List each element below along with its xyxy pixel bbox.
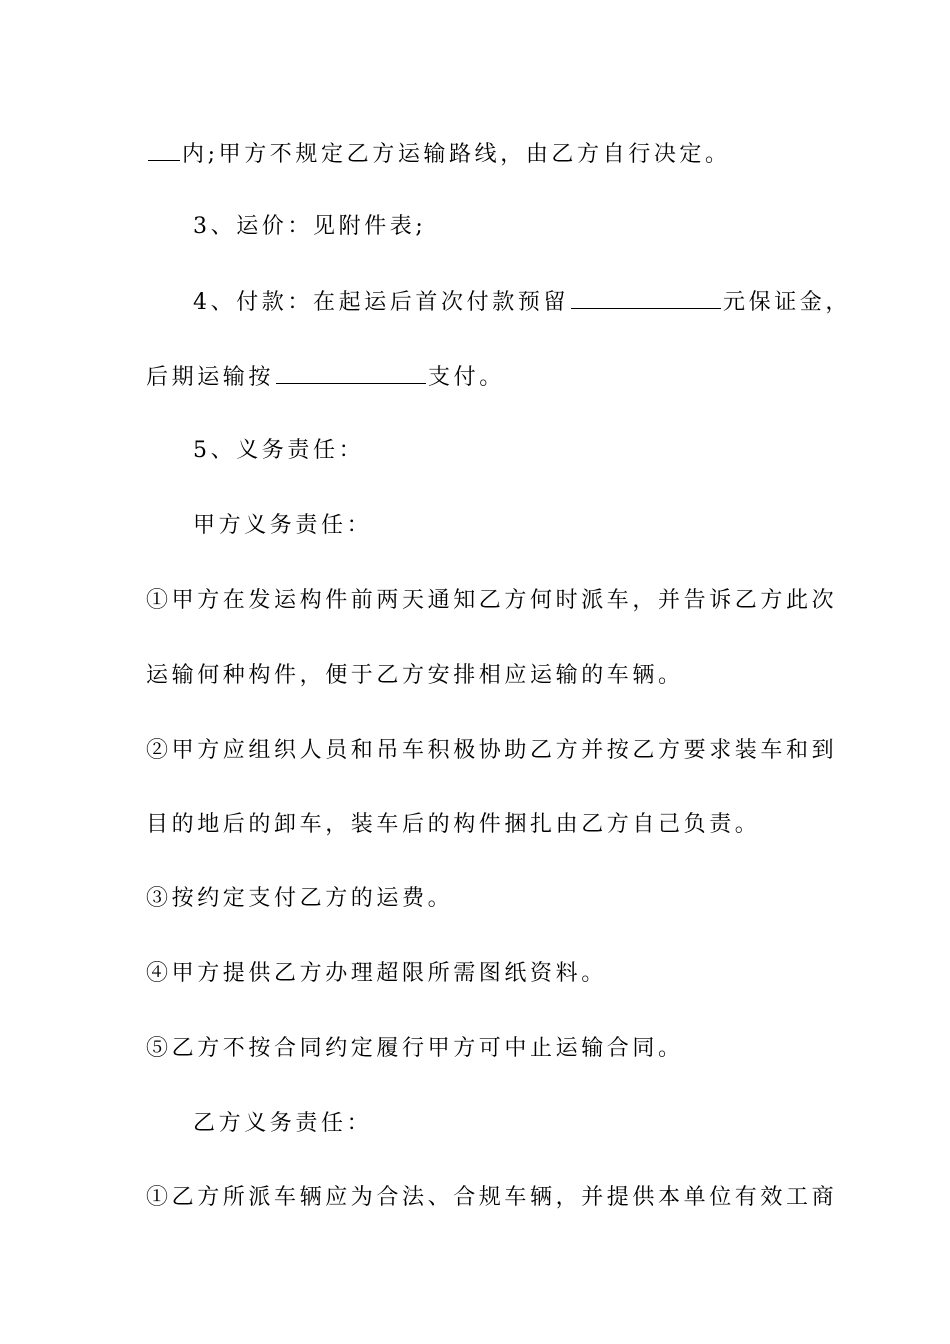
paragraph-payment-continued	[146, 363, 505, 392]
paragraph-payment	[193, 288, 851, 317]
party-a-item-2-line-2: 目的地后的卸车，装车后的构件捆扎由乙方自己负责。	[146, 812, 761, 837]
party-a-item-3: ③按约定支付乙方的运费。	[146, 886, 454, 911]
payment-later-before: 后期运输按	[146, 365, 275, 390]
party-b-item-1-line-1: ①乙方所派车辆应为合法、合规车辆，并提供本单位有效工商	[146, 1185, 838, 1210]
section-heading-obligations: 5、义务责任：	[193, 438, 365, 463]
fill-blank-location[interactable]	[148, 140, 180, 161]
party-a-item-2-line-1: ②甲方应组织人员和吊车积极协助乙方并按乙方要求装车和到	[146, 738, 838, 763]
party-a-item-1-line-2: 运输何种构件，便于乙方安排相应运输的车辆。	[146, 663, 684, 688]
route-text: 内;甲方不规定乙方运输路线，由乙方自行决定。	[182, 142, 731, 167]
payment-text-before: 4、付款：在起运后首次付款预留	[193, 290, 569, 315]
subheading-party-a: 甲方义务责任：	[193, 513, 373, 538]
party-a-item-1-line-1: ①甲方在发运构件前两天通知乙方何时派车，并告诉乙方此次	[146, 588, 838, 613]
payment-later-after: 支付。	[428, 365, 505, 390]
payment-text-after: 元保证金，	[723, 290, 852, 315]
fill-blank-deposit[interactable]	[571, 288, 721, 309]
party-a-item-4: ④甲方提供乙方办理超限所需图纸资料。	[146, 961, 607, 986]
paragraph-price: 3、运价：见附件表;	[193, 214, 427, 239]
fill-blank-payment-method[interactable]	[276, 363, 426, 384]
subheading-party-b: 乙方义务责任：	[193, 1111, 373, 1136]
party-a-item-5: ⑤乙方不按合同约定履行甲方可中止运输合同。	[146, 1036, 684, 1061]
paragraph-route	[146, 140, 731, 169]
